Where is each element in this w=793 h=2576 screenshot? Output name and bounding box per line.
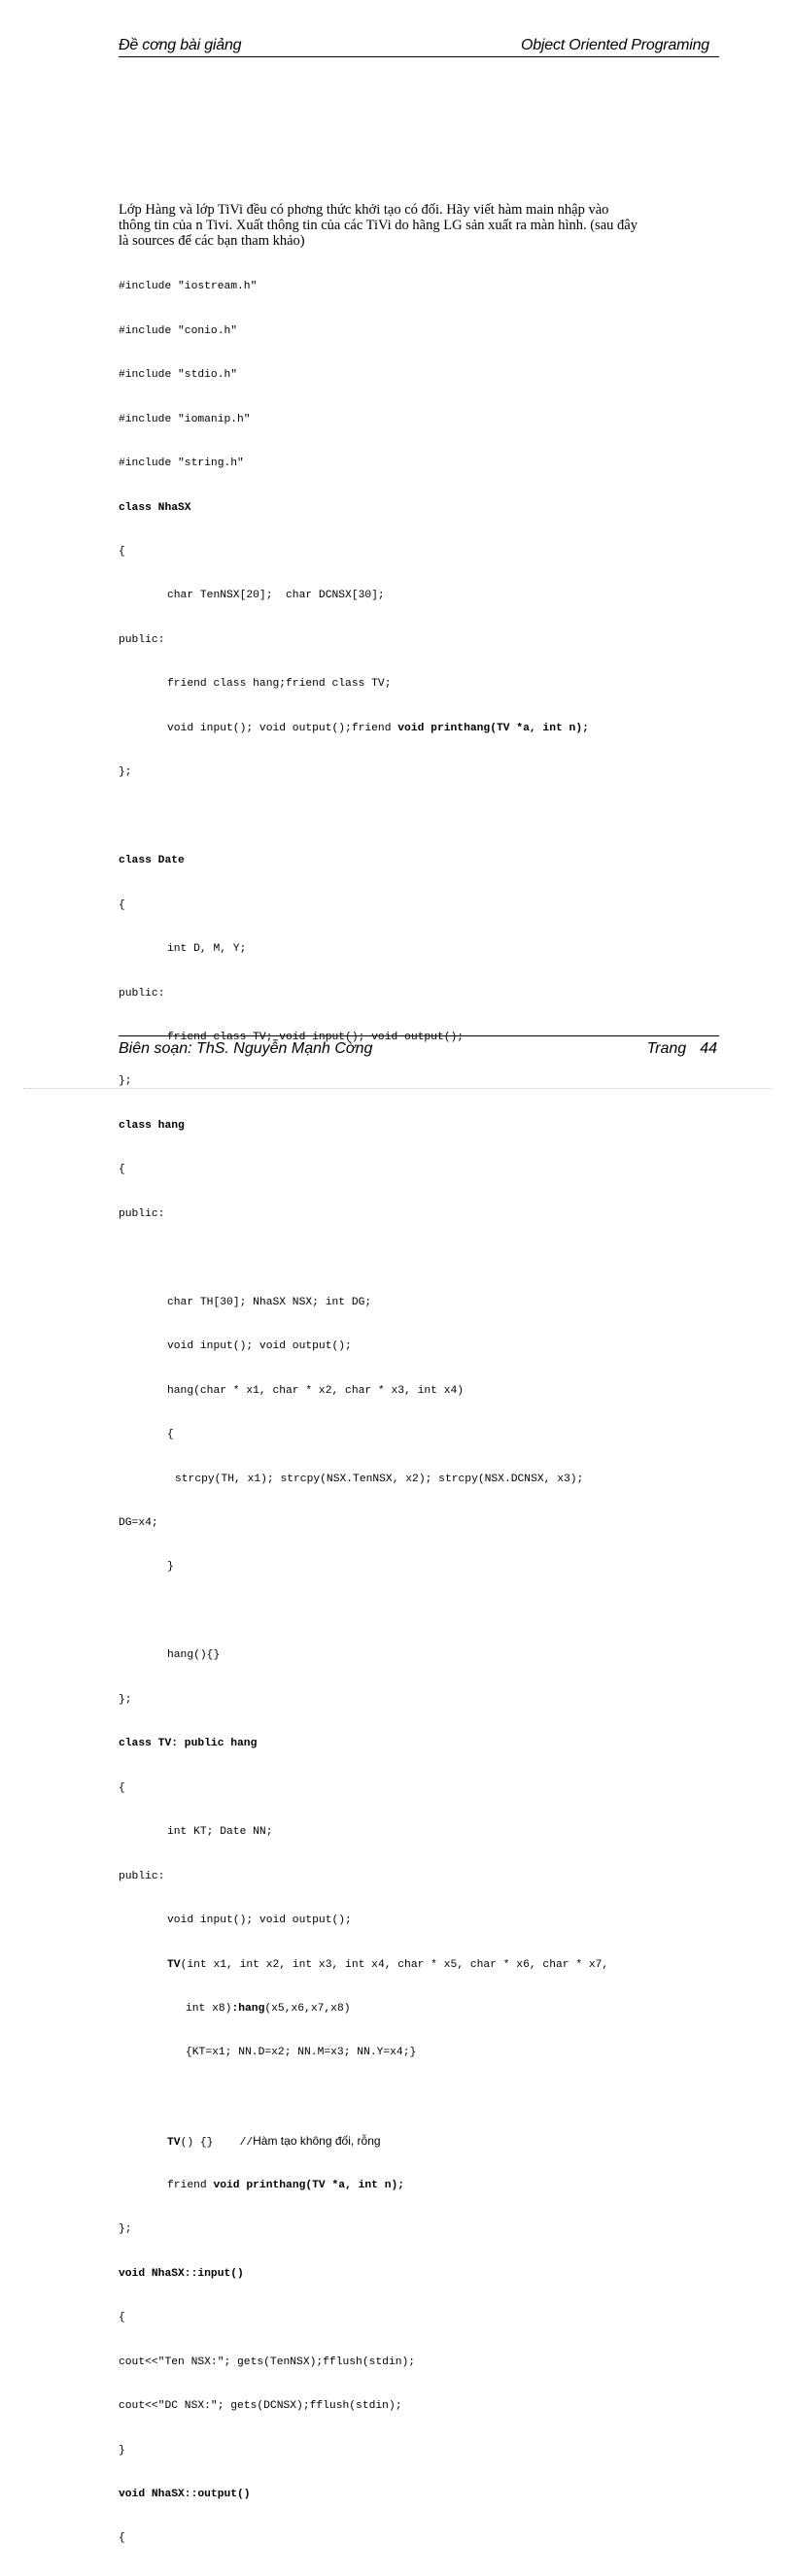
- intro-line: là sources để các bạn tham khảo): [119, 233, 305, 249]
- code-line: };: [119, 1693, 132, 1706]
- code-text: () {} //: [180, 2137, 254, 2150]
- code-line: cout<<"DC NSX:"; gets(DCNSX);fflush(stdin);: [119, 2400, 402, 2413]
- code-line: }: [119, 2444, 125, 2457]
- code-line: [119, 589, 741, 603]
- code-line: [119, 1648, 741, 1663]
- code-line: [119, 1737, 741, 1751]
- code-comment: Hàm tạo không đối, rỗng: [253, 2134, 381, 2149]
- code-line: public:: [119, 633, 165, 646]
- code-line: [119, 2134, 741, 2149]
- code-line: {: [119, 546, 125, 559]
- code-line: {: [119, 1781, 125, 1794]
- code-line: #include "stdio.h": [119, 369, 238, 382]
- code-line: [119, 2046, 741, 2060]
- code-line: [119, 677, 741, 692]
- code-line: [119, 1914, 741, 1928]
- code-line: DG=x4;: [119, 1517, 158, 1529]
- code-line: #include "iostream.h": [119, 281, 258, 293]
- footer-author: Biên soạn: ThS. Nguyễn Mạnh Cờng: [119, 1040, 373, 1057]
- code-line: [119, 1958, 741, 1973]
- code-line: {: [119, 2312, 125, 2324]
- code-line: [119, 1384, 741, 1399]
- code-bold-text: void printhang(TV *a, int n);: [397, 722, 589, 734]
- code-text: {KT=x1; NN.D=x2; NN.M=x3; NN.Y=x4;}: [186, 2047, 417, 2059]
- code-line: [119, 1473, 741, 1487]
- code-line: };: [119, 766, 132, 779]
- code-line: };: [119, 1075, 132, 1088]
- code-text: {: [167, 1429, 174, 1441]
- intro-line: Lớp Hàng và lớp TiVi đều có phơng thức khởi tạo có đối. Hãy viết hàm main nhập vào: [119, 202, 609, 218]
- code-text: void input(); void output();: [167, 1340, 352, 1353]
- code-line: [119, 942, 741, 957]
- code-text: hang(char * x1, char * x2, char * x3, int x4): [167, 1384, 465, 1397]
- class-declaration: class hang: [119, 1119, 185, 1132]
- code-line: [119, 2179, 741, 2193]
- header-course-title: Đề cơng bài giảng: [119, 37, 242, 53]
- code-line: [119, 1339, 741, 1354]
- code-bold-text: void printhang(TV *a, int n);: [213, 2179, 405, 2191]
- code-line: public:: [119, 1870, 165, 1882]
- code-line: [119, 1119, 741, 1134]
- class-declaration: class NhaSX: [119, 501, 191, 514]
- code-line: };: [119, 2223, 132, 2236]
- code-line: public:: [119, 1207, 165, 1220]
- code-line: #include "iomanip.h": [119, 413, 251, 425]
- code-line: [119, 501, 741, 516]
- code-line: [119, 1560, 741, 1575]
- code-line: {: [119, 2532, 125, 2545]
- code-line: [119, 2002, 741, 2017]
- page-footer: [119, 1035, 719, 1058]
- code-bold-text: :hang: [231, 2002, 265, 2015]
- code-line: [119, 1825, 741, 1840]
- code-text: friend class hang;friend class TV;: [167, 678, 392, 691]
- code-line: [119, 1251, 741, 1266]
- header-subject-title: Object Oriented Programing: [520, 37, 709, 53]
- code-bold-text: TV: [167, 1958, 181, 1971]
- footer-page-number: 44: [700, 1040, 717, 1057]
- footer-page-indicator: [647, 1040, 717, 1058]
- code-line: [119, 810, 741, 825]
- page-header: [119, 35, 719, 57]
- code-line: [119, 854, 741, 868]
- function-definition: void NhaSX::output(): [119, 2488, 251, 2500]
- code-line: public:: [119, 987, 165, 1000]
- exercise-description: [119, 202, 719, 249]
- code-text: (int x1, int x2, int x3, int x4, char * x5, char * x6, char * x7,: [180, 1958, 609, 1971]
- footer-page-label: Trang: [646, 1040, 687, 1057]
- code-text: }: [167, 1561, 174, 1574]
- code-line: #include "string.h": [119, 458, 244, 470]
- function-definition: void NhaSX::input(): [119, 2267, 244, 2280]
- code-line: [119, 1605, 741, 1619]
- class-declaration: class TV: public hang: [119, 1738, 258, 1750]
- code-bold-text: TV: [167, 2137, 181, 2150]
- code-text: strcpy(TH, x1); strcpy(NSX.TenNSX, x2); strcpy(NSX.DCNSX, x3);: [175, 1473, 584, 1485]
- code-line: [119, 722, 741, 736]
- code-text: int D, M, Y;: [167, 943, 247, 956]
- code-text: char TenNSX[20]; char DCNSX[30];: [167, 590, 385, 602]
- page-break-divider: [23, 1088, 772, 1089]
- code-line: [119, 1428, 741, 1442]
- code-line: {: [119, 1164, 125, 1176]
- code-line: #include "conio.h": [119, 324, 238, 337]
- code-line: [119, 2090, 741, 2105]
- intro-line: thông tin của n Tivi. Xuất thông tin của các TiVi do hãng LG sản xuất ra màn hình. (sau đây: [119, 218, 638, 233]
- code-text: int KT; Date NN;: [167, 1826, 273, 1839]
- class-declaration: class Date: [119, 855, 185, 867]
- code-text: friend class TV; void input(); void output();: [167, 1032, 465, 1044]
- code-text: char TH[30]; NhaSX NSX; int DG;: [167, 1296, 372, 1308]
- code-text: void input(); void output();friend: [167, 722, 398, 734]
- code-line: [119, 2267, 741, 2282]
- source-code-listing: [119, 251, 741, 2576]
- code-text: hang(){}: [167, 1649, 221, 1662]
- code-line: cout<<"Ten NSX:"; gets(TenNSX);fflush(stdin);: [119, 2356, 416, 2368]
- code-line: {: [119, 898, 125, 911]
- code-text: (x5,x6,x7,x8): [264, 2002, 351, 2015]
- code-text: friend: [167, 2179, 214, 2191]
- code-text: void input(); void output();: [167, 1915, 352, 1927]
- code-line: [119, 1296, 741, 1310]
- code-line: [119, 2488, 741, 2502]
- code-text: int x8): [186, 2002, 232, 2015]
